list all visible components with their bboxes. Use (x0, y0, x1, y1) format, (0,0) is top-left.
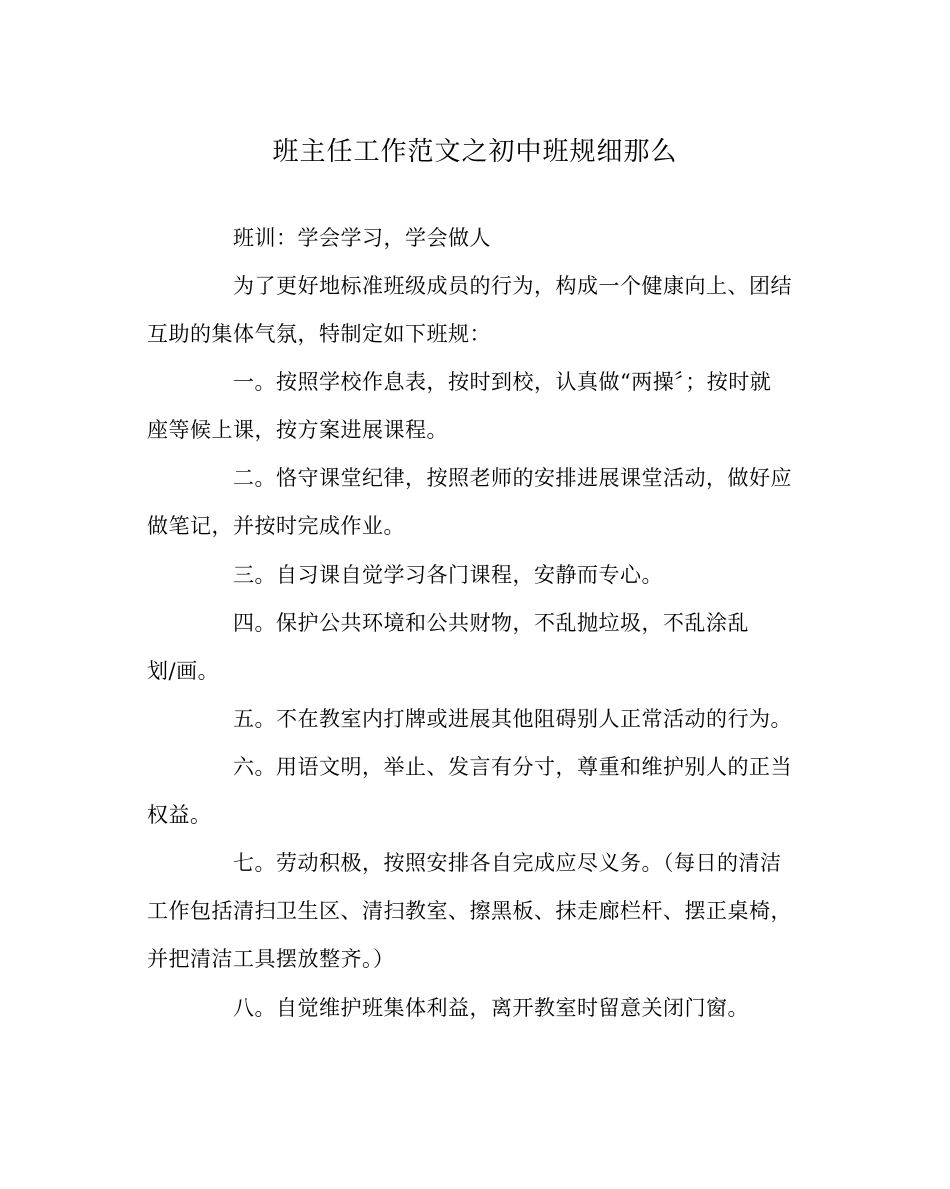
intro-line-1: 为了更好地标准班级成员的行为，构成一个健康向上、团结 (233, 274, 792, 298)
rule-1-line-1: 一。按照学校作息表，按时到校，认真做“两操〞；按时就 (233, 370, 772, 394)
rule-4-line-2: 划/画。 (147, 659, 220, 683)
document-title: 班主任工作范文之初中班规细那么 (272, 137, 678, 167)
rule-2-line-1: 二。恪守课堂纪律，按照老师的安排进展课堂活动，做好应 (233, 466, 792, 490)
rule-1-line-2: 座等候上课，按方案进展课程。 (147, 418, 448, 442)
rule-4-line-1: 四。保护公共环境和公共财物，不乱抛垃圾，不乱涂乱 (233, 611, 749, 635)
rule-7-line-3: 并把清洁工具摆放整齐。） (147, 947, 395, 971)
rule-2-line-2: 做笔记，并按时完成作业。 (147, 514, 405, 538)
rule-5-line-1: 五。不在教室内打牌或进展其他阻碍别人正常活动的行为。 (233, 707, 792, 731)
rule-7-line-1: 七。劳动积极，按照安排各自完成应尽义务。（每日的清洁 (233, 851, 782, 875)
class-motto: 班训：学会学习，学会做人 (233, 226, 491, 250)
rule-6-line-2: 权益。 (147, 803, 212, 827)
rule-8-line-1: 八。自觉维护班集体利益，离开教室时留意关闭门窗。 (233, 996, 749, 1020)
rule-6-line-1: 六。用语文明，举止、发言有分寸，尊重和维护别人的正当 (233, 755, 792, 779)
intro-line-2: 互助的集体气氛，特制定如下班规： (147, 322, 491, 346)
rule-7-line-2: 工作包括清扫卫生区、清扫教室、擦黑板、抹走廊栏杆、摆正桌椅， (147, 899, 792, 923)
rule-3-line-1: 三。自习课自觉学习各门课程，安静而专心。 (233, 563, 663, 587)
